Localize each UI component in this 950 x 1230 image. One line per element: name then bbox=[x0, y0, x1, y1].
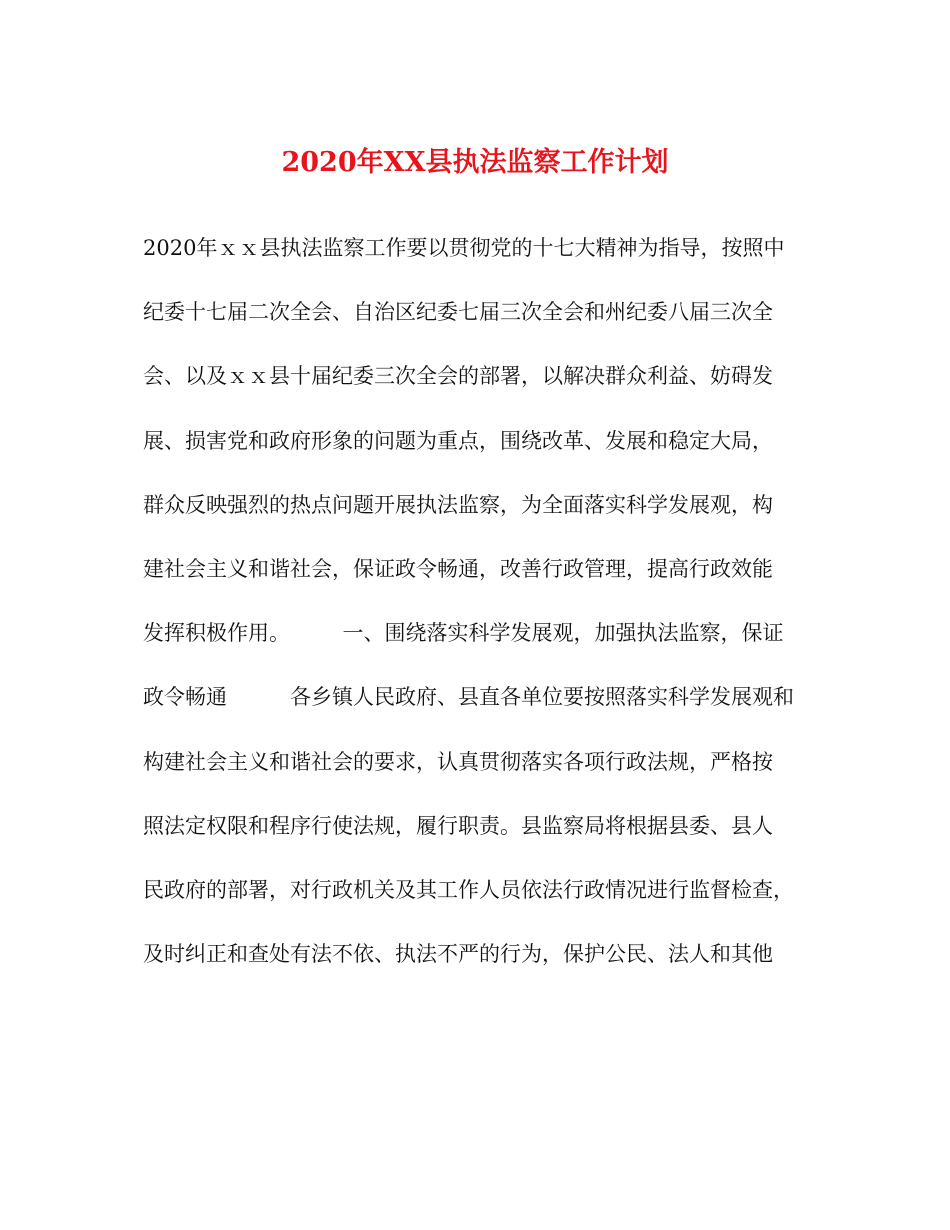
body-line: 照法定权限和程序行使法规，履行职责。县监察局将根据县委、县人 bbox=[143, 813, 773, 838]
body-line: 民政府的部署，对行政机关及其工作人员依法行政情况进行监督检查， bbox=[143, 877, 794, 902]
body-line: 及时纠正和查处有法不依、执法不严的行为，保护公民、法人和其他 bbox=[143, 942, 773, 967]
body-line: 纪委十七届二次全会、自治区纪委七届三次全会和州纪委八届三次全 bbox=[143, 300, 773, 325]
body-line: 会、以及ｘｘ县十届纪委三次全会的部署，以解决群众利益、妨碍发 bbox=[143, 364, 773, 389]
document-title: 2020年XX县执法监察工作计划 bbox=[281, 147, 669, 178]
body-line: 2020年ｘｘ县执法监察工作要以贯彻党的十七大精神为指导，按照中 bbox=[143, 236, 785, 260]
body-line: 政令畅通 各乡镇人民政府、县直各单位要按照落实科学发展观和 bbox=[143, 685, 794, 710]
body-line: 展、损害党和政府形象的问题为重点，围绕改革、发展和稳定大局， bbox=[143, 428, 773, 453]
document-body bbox=[143, 228, 823, 998]
body-line: 建社会主义和谐社会，保证政令畅通，改善行政管理，提高行政效能 bbox=[143, 556, 773, 581]
body-line: 群众反映强烈的热点问题开展执法监察，为全面落实科学发展观，构 bbox=[143, 492, 773, 517]
body-line: 构建社会主义和谐社会的要求，认真贯彻落实各项行政法规，严格按 bbox=[143, 749, 773, 774]
body-line: 发挥积极作用。 一、围绕落实科学发展观，加强执法监察，保证 bbox=[143, 621, 784, 646]
